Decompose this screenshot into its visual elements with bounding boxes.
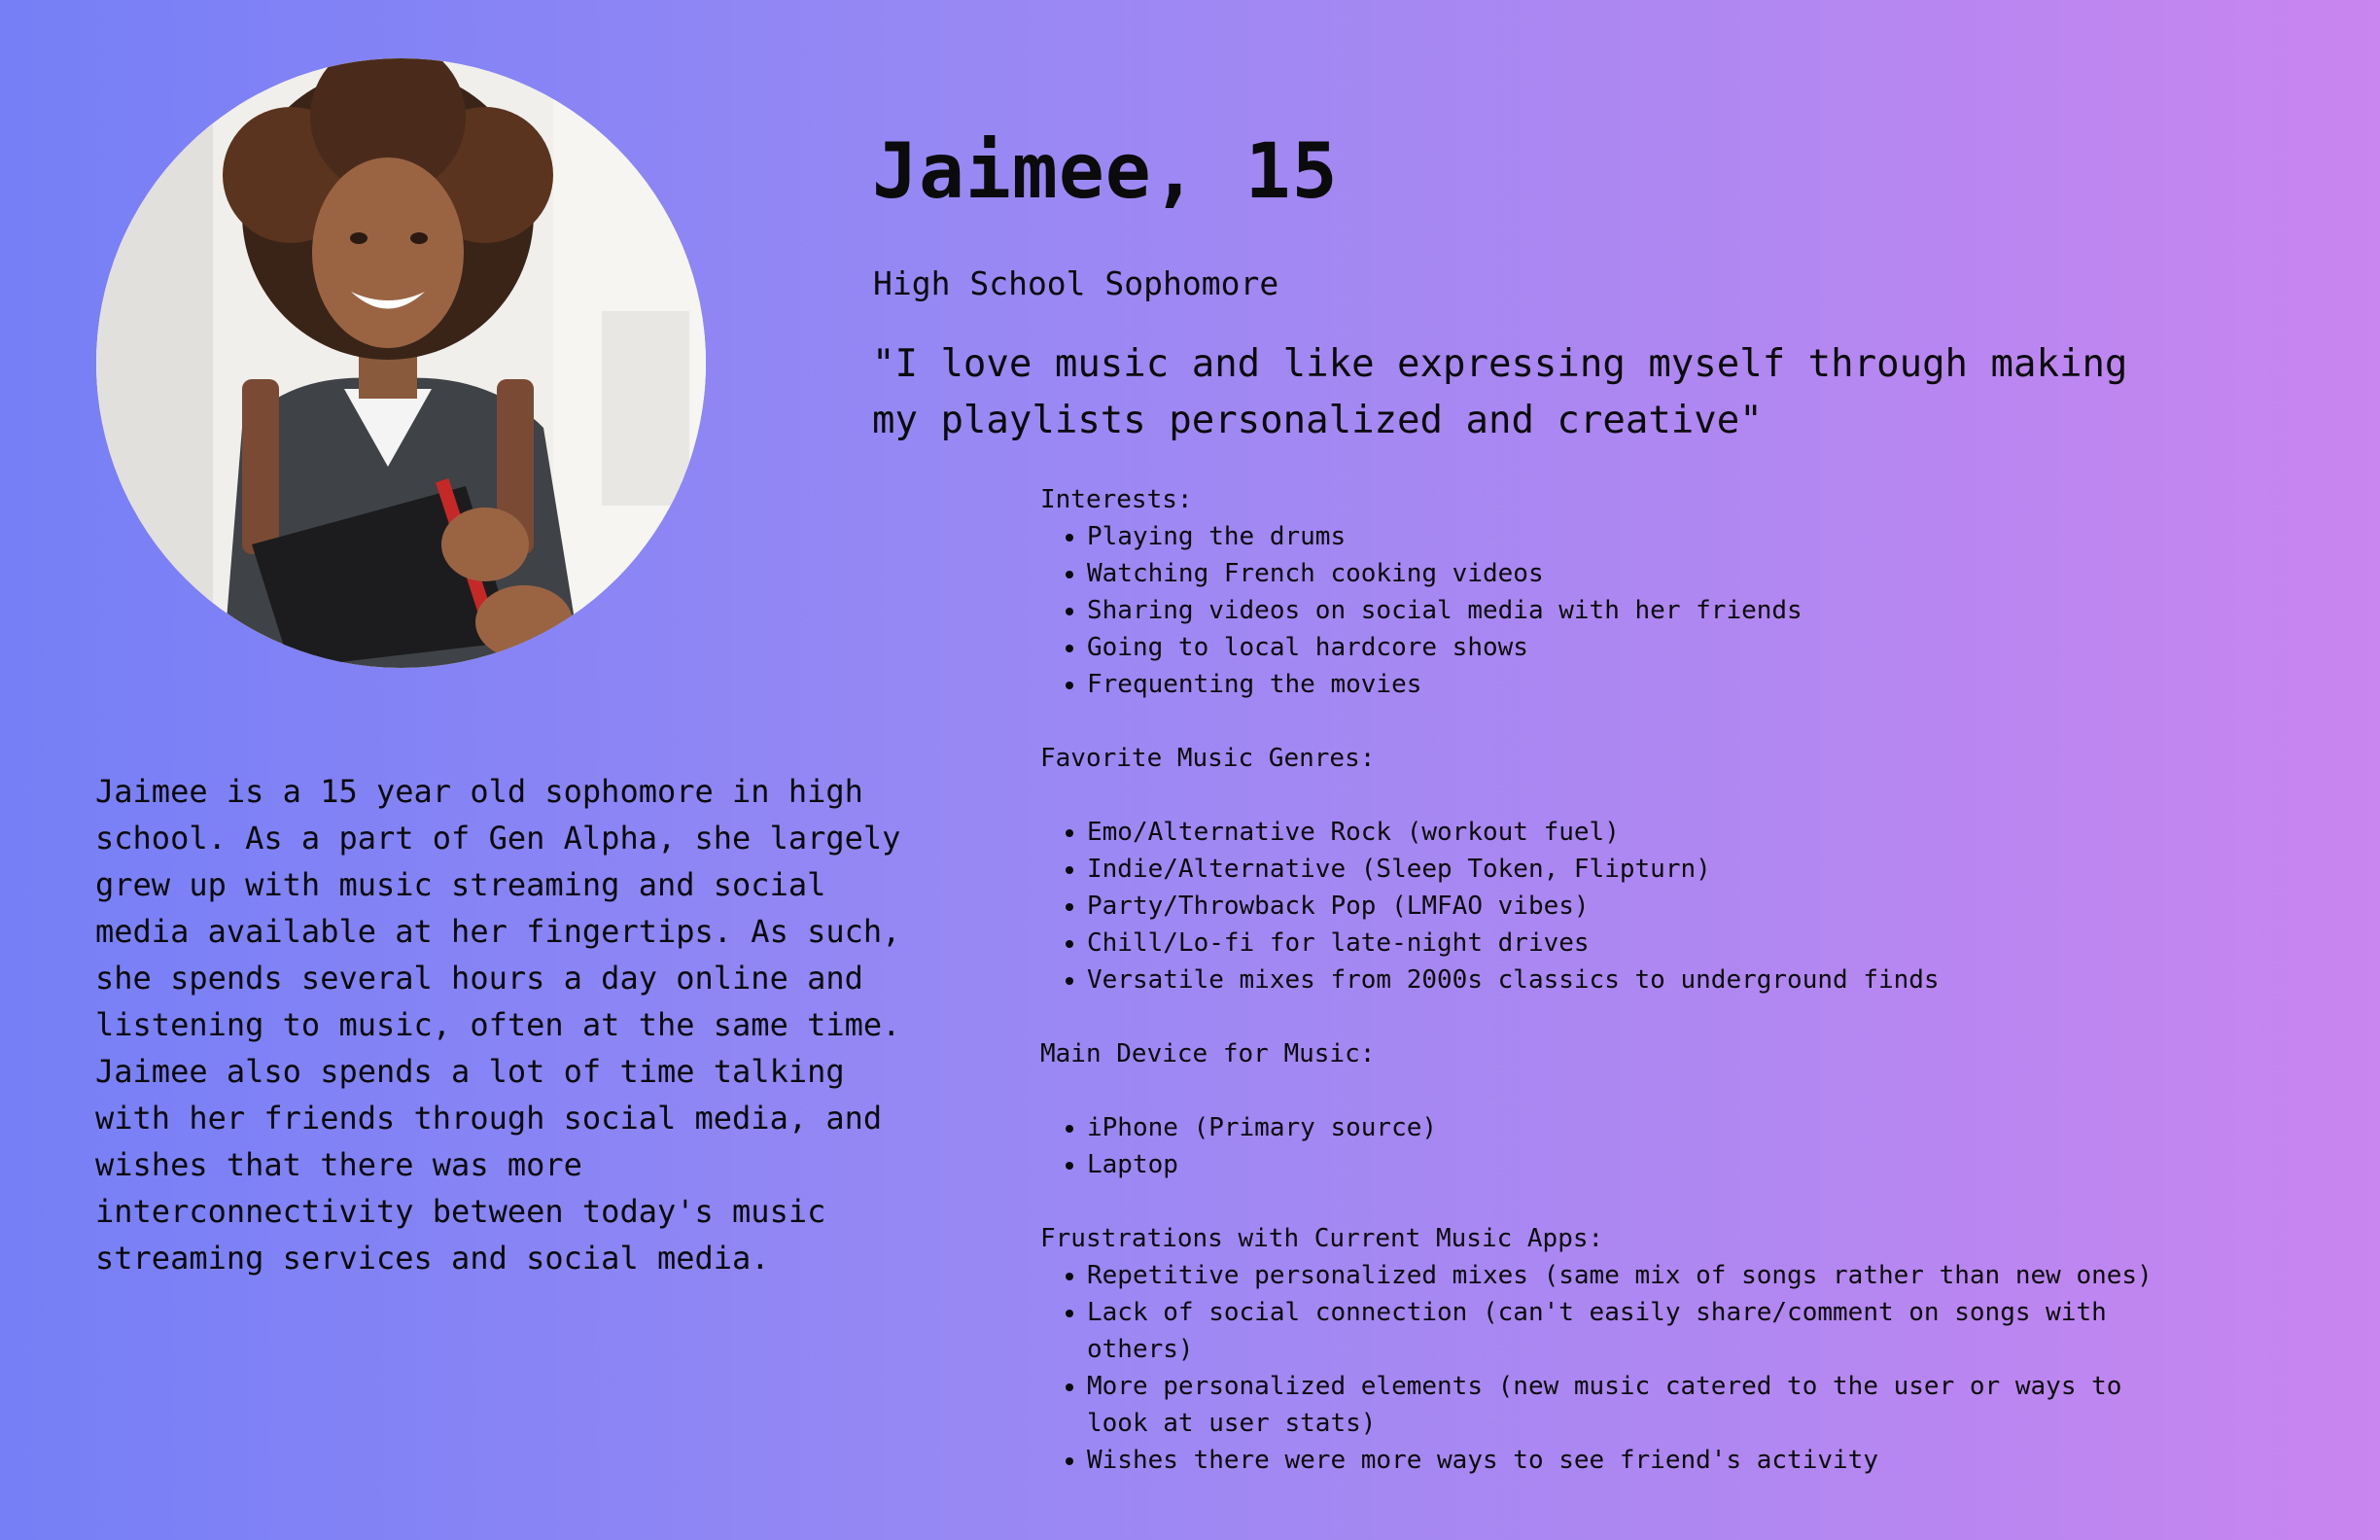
list-item: • Versatile mixes from 2000s classics to underground finds xyxy=(1087,962,2188,998)
persona-role: High School Sophomore xyxy=(873,264,1279,302)
interests-heading: Interests: xyxy=(1040,485,1193,514)
list-item: • Sharing videos on social media with her friends xyxy=(1087,592,2188,629)
persona-details xyxy=(1040,481,2188,1479)
persona-photo xyxy=(96,58,706,668)
interests-list xyxy=(1040,518,2188,703)
persona-bio: Jaimee is a 15 year old sophomore in high school. As a part of Gen Alpha, she largely grew up with music streaming and social media available at her fingertips. As such, she spends several hours a day online and listening to music, often at the same time. Jaimee also spends a lot of time talking with her friends through social media, and wishes that there was more interconnectivity between today's music streaming services and social media. xyxy=(95,773,901,1277)
genres-heading: Favorite Music Genres: xyxy=(1040,744,1376,773)
frustrations-list xyxy=(1040,1257,2188,1479)
list-item: • Frequenting the movies xyxy=(1087,666,2188,703)
device-heading: Main Device for Music: xyxy=(1040,1039,1376,1068)
list-item: • Playing the drums xyxy=(1087,518,2188,555)
list-item: • Lack of social connection (can't easily share/comment on songs with others) xyxy=(1087,1294,2188,1368)
list-item: • Chill/Lo-fi for late-night drives xyxy=(1087,925,2188,962)
frustrations-heading: Frustrations with Current Music Apps: xyxy=(1040,1224,1604,1253)
list-item: • Emo/Alternative Rock (workout fuel) xyxy=(1087,814,2188,851)
list-item: • Wishes there were more ways to see friend's activity xyxy=(1087,1442,2188,1479)
list-item: • iPhone (Primary source) xyxy=(1087,1109,2188,1146)
list-item: • More personalized elements (new music catered to the user or ways to look at user stats) xyxy=(1087,1368,2188,1442)
persona-name-age: Jaimee, 15 xyxy=(872,128,1339,216)
list-item: • Party/Throwback Pop (LMFAO vibes) xyxy=(1087,888,2188,925)
genres-list xyxy=(1040,814,2188,998)
list-item: • Laptop xyxy=(1087,1146,2188,1183)
persona-quote: "I love music and like expressing myself through making my playlists personalized and creative" xyxy=(872,342,2128,442)
list-item: • Indie/Alternative (Sleep Token, Flipturn) xyxy=(1087,851,2188,888)
list-item: • Repetitive personalized mixes (same mix of songs rather than new ones) xyxy=(1087,1257,2188,1294)
list-item: • Watching French cooking videos xyxy=(1087,555,2188,592)
list-item: • Going to local hardcore shows xyxy=(1087,629,2188,666)
device-list xyxy=(1040,1109,2188,1183)
